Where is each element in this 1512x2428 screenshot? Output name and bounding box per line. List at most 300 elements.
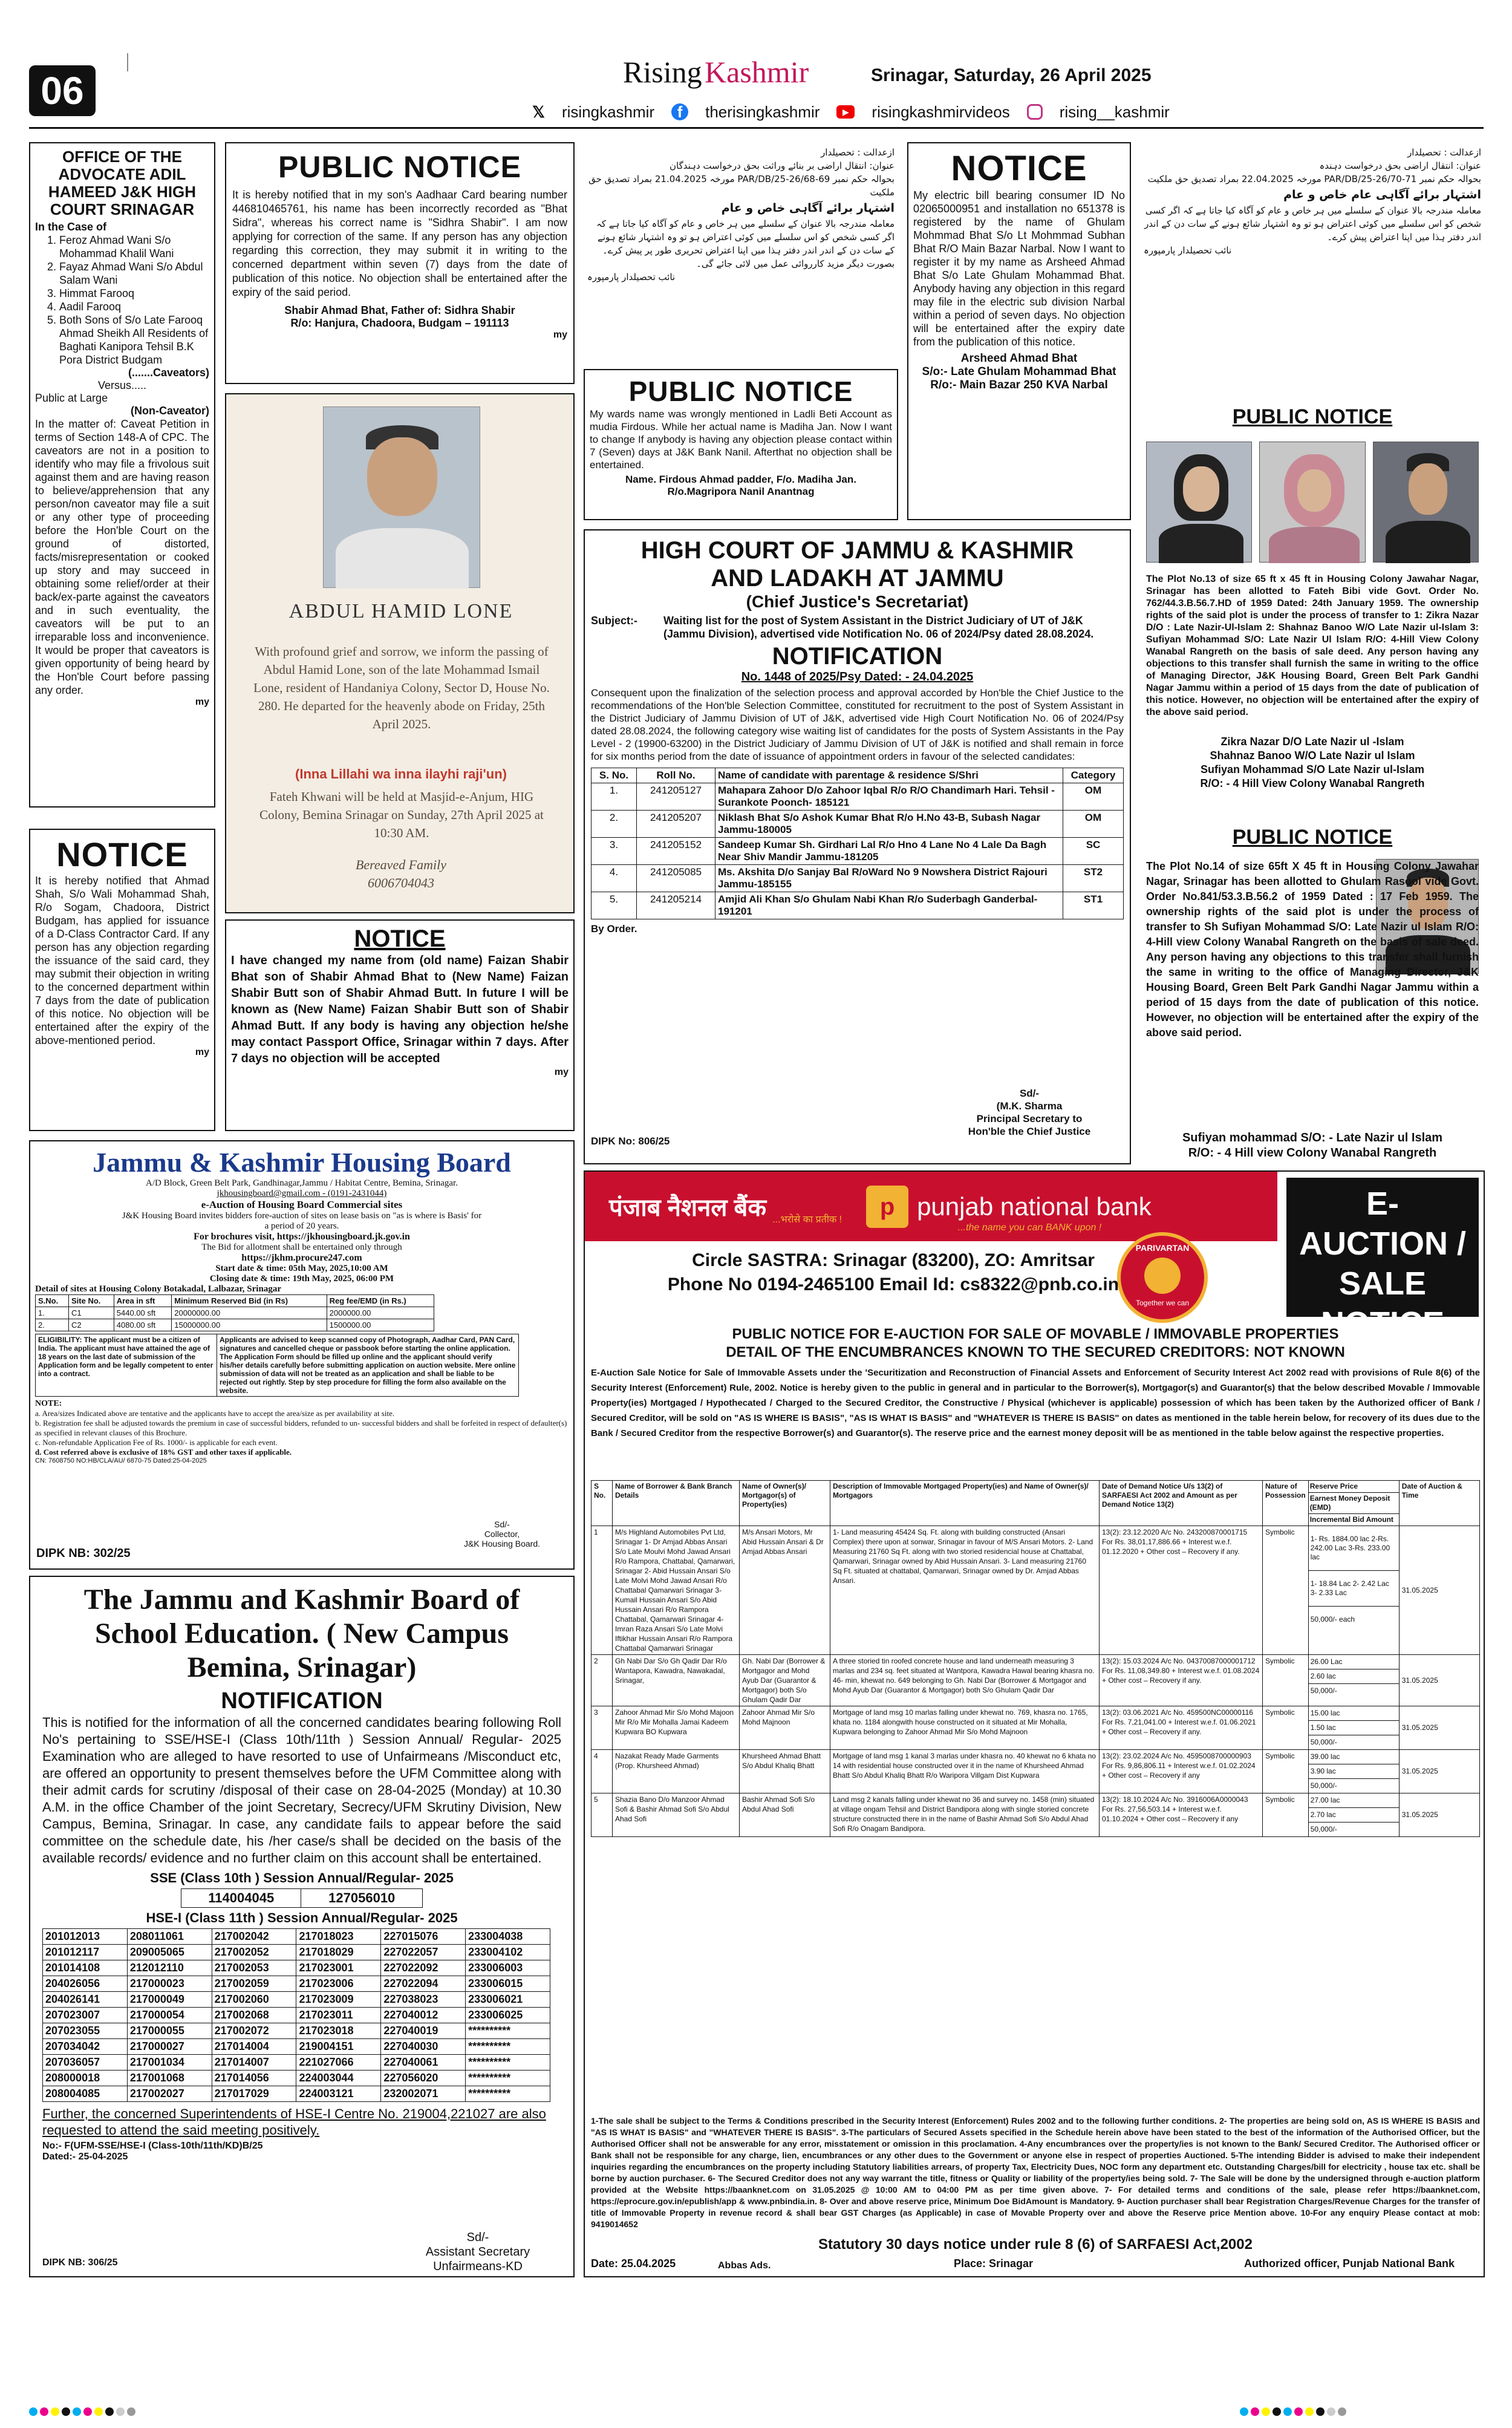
pnb-table-body — [591, 1526, 1480, 1837]
hc-body: Consequent upon the finalization of the selection process and approval accorded by Hon'ble the Chief Justice to the recommendations of the Hon'ble Selection Committee, constituted for recruitment to the post of System Assistant in the District Judiciary of Jammu Division of UT of J&K, advertised vide High Court Notification No. 06 of 2024/Psy dated 28.08.2024, the following category wise waiting list of candidates for the posts of System Assistants in the Pay Level - 2 (19900-63200) in the District Judiciary of Jammu Division of UT of J&K is notified and shall remain in force for six months period from the date of issuance of appointment orders in favour of the selected candidates: — [591, 687, 1124, 762]
facebook-icon: f — [671, 103, 688, 120]
cell-borrower: Zahoor Ahmad Mir S/o Mohd Majoon Mir R/o Mir Mohalla Jamai Kadeem Kupwara BO Kupwara — [613, 1706, 740, 1750]
pn-sign-addr: R/O: - 4 Hill view Colony Wanabal Rangreth — [1188, 1146, 1437, 1160]
page-number: 06 — [29, 65, 96, 116]
table-row — [43, 1976, 550, 1992]
pn-tag: my — [553, 330, 567, 340]
hb-contact: jkhousingboard@gmail.com - (0191-2431044) — [217, 1189, 387, 1198]
cell: 3. — [591, 838, 637, 865]
hb-dipk: DIPK NB: 302/25 — [36, 1547, 131, 1560]
hb-docs: Applicants are advised to keep scanned copy of Photograph, Aadhar Card, PAN Card, signatures and cancelled cheque or passbook before starting the online application. The Application Form should be filled up online and the applicant should verify his/her details carefully before submitting application on auction website. Mere online submission of data will not be treated as an application and shall be liable to be rejected out rightly. Step by step procedure for filling the form also available on the website. — [217, 1334, 519, 1397]
dateline: Srinagar, Saturday, 26 April 2025 — [871, 65, 1152, 85]
parivartan-text: PARIVARTAN — [1135, 1243, 1190, 1253]
hb-brochure: For brochures visit, https://jkhousingboard.jk.gov.in — [194, 1232, 410, 1242]
cell: 217002072 — [212, 2023, 296, 2039]
cell: Niklash Bhat S/o Ashok Kumar Bhat R/o H.No 43-B, Subash Nagar Jammu-180005 — [715, 811, 1063, 838]
cell-reserve — [1308, 1526, 1399, 1655]
cell: 4080.00 sft — [114, 1319, 172, 1331]
public-at-large: Public at Large — [35, 392, 108, 404]
pnb-statutory: Statutory 30 days notice under rule 8 (6) of SARFAESI Act,2002 — [818, 2236, 1253, 2253]
cell-nature: Symbolic — [1263, 1655, 1309, 1706]
cell-owner: Bashir Ahmad Sofi S/o Abdul Ahad Sofi — [740, 1793, 830, 1837]
party-item: 1. Feroz Ahmad Wani S/o Mohammad Khalil Wani — [59, 233, 209, 260]
photo-face — [1183, 466, 1219, 512]
pnb-properties-table — [591, 1480, 1480, 1837]
masthead-kashmir: Kashmir — [705, 55, 809, 89]
hc-subtitle: (Chief Justice's Secretariat) — [746, 592, 969, 611]
obituary-prayer: (Inna Lillahi wa inna ilayhi raji'un) — [295, 766, 507, 782]
hc-notification-label: NOTIFICATION — [772, 643, 943, 670]
eauction-line2: SALE NOTICE — [1320, 1265, 1444, 1342]
cell: 15000000.00 — [172, 1319, 327, 1331]
urdu-line: بحوالہ حکم نمبر PAR/DB/25-26/70-71 مورخہ 22.04.2025 بمراد تصدیق حق ملکیت — [1147, 174, 1481, 184]
cell: 207023007 — [43, 2008, 128, 2023]
table-row — [591, 892, 1124, 919]
photo-face — [1297, 469, 1331, 512]
table-row — [43, 2086, 550, 2102]
bose-further: Further, the concerned Superintendents of HSE-I Centre No. 219004,221027 are also requested to attend the said meeting positively. — [42, 2106, 546, 2138]
table-row — [43, 1960, 550, 1976]
hc-signature — [936, 1087, 1123, 1138]
bose-sse-heading: SSE (Class 10th ) Session Annual/Regular- 2025 — [150, 1870, 454, 1885]
cell-emd: 2.70 lac — [1309, 1808, 1399, 1823]
hb-bid: The Bid for allotment shall be entertained only through — [201, 1242, 402, 1252]
hc-title: HIGH COURT OF JAMMU & KASHMIR AND LADAKH AT JAMMU — [640, 537, 1074, 592]
hb-note: a. Area/sizes Indicated above are tentative and the applicants have to accept the area/size as per availability at site. — [35, 1409, 395, 1418]
bose-body: This is notified for the information of all the concerned candidates bearing following Roll No's pertaining to SSE/HSE-I (Class 10th/11th ) Session Annual/ Regular- 2025 Examination who are alleged to have resorted to use of Unfairmeans /Misconduct etc, are offered an opportunity to present themselves before the UFM Committee along with their admit cards for scrutiny /disposal of their case on 28-04-2025 (Monday) at 10.30 A.M. in the office Chamber of the joint Secretary, Secrecy/UFM Skrutiny Division, New Campus, Bemina, Srinagar. In case, any candidate fails to appear before the said committee on the schedule date, his /her case/s shall be decided on the basis of the available records/ evidence and no further claim on this account shall be entertained. — [42, 1715, 561, 1865]
cell: OM — [1063, 811, 1124, 838]
photo-body — [1159, 524, 1243, 563]
pnb-table-header — [591, 1481, 1480, 1526]
cell: 217000055 — [127, 2023, 212, 2039]
hb-signature — [442, 1519, 562, 1549]
cell: 5. — [591, 892, 637, 919]
cell: 2. — [36, 1319, 69, 1331]
pnb-circle: Circle SASTRA: Srinagar (83200), ZO: Amritsar — [692, 1250, 1095, 1270]
obituary-photo — [323, 406, 480, 588]
caveators-label: (.......Caveators) — [128, 367, 209, 379]
hb-th: S.No. — [36, 1295, 69, 1307]
notice-electric-bill — [907, 142, 1131, 520]
pn-sign: Shahnaz Banoo W/O Late Nazir ul Islam — [1210, 749, 1415, 762]
cell: 217017029 — [212, 2086, 296, 2102]
cell: 4. — [591, 865, 637, 892]
cell: 233006021 — [466, 1992, 550, 2008]
pnb-place: Place: Srinagar — [954, 2257, 1034, 2270]
obituary-fateh: Fateh Khwani will be held at Masjid-e-Anjum, HIG Colony, Bemina Srinagar on Sunday, 27th April 2025 at 10:30 AM. — [259, 789, 544, 840]
table-row — [43, 1945, 550, 1960]
pn-sign: Name. Firdous Ahmad padder, F/o. Madiha Jan. — [625, 474, 856, 485]
pn-sign: R/O: - 4 Hill View Colony Wanabal Rangreth — [1200, 777, 1425, 789]
x-icon: 𝕏 — [532, 102, 545, 121]
obituary-phone: 6006704043 — [368, 875, 434, 890]
cell: 217001068 — [127, 2071, 212, 2086]
cell-owner: M/s Ansari Motors, Mr Abid Hussain Ansari & Dr Amjad Abbas Ansari — [740, 1526, 830, 1655]
notice-sign: S/o:- Late Ghulam Mohammad Bhat — [922, 365, 1116, 378]
public-notice-ladli-beti — [584, 369, 898, 520]
hc-th: Name of candidate with parentage & residence S/Shri — [715, 768, 1063, 783]
bose-sign2: Unfairmeans-KD — [433, 2260, 523, 2273]
high-court-notification — [584, 529, 1131, 1164]
hb-addr: A/D Block, Green Belt Park, Gandhinagar,Jammu / Habitat Centre, Bemina, Srinagar. — [146, 1178, 458, 1188]
social-bar — [532, 100, 1318, 124]
urdu-heading: اشتہار برائے آگاہی عام خاص و عام — [1283, 188, 1481, 201]
cell: 1500000.00 — [327, 1319, 434, 1331]
social-instagram: rising__kashmir — [1059, 102, 1170, 121]
cell-nature: Symbolic — [1263, 1750, 1309, 1793]
table-row — [43, 2023, 550, 2039]
hb-note: c. Non-refundable Application Fee of Rs. 1000/- is applicable for each event. — [35, 1438, 278, 1447]
cell: 217014007 — [212, 2055, 296, 2071]
hb-start: Start date & time: 05th May, 2025,10:00 AM — [215, 1264, 388, 1273]
cell-bid: 50,000/- — [1310, 1825, 1337, 1833]
cell: 208011061 — [127, 1929, 212, 1945]
pn-body: It is hereby notified that in my son's Aadhaar Card bearing number 446810465761, his name has been incorrectly recorded as "Bhat Sidra", whereas his correct name is "Sidhra Shabir". I am now applying for correction of the same. If any person has any objection regarding this correction, they may submit it in writing to the concerned department within seven (7) days from the date of publication of this notice. No objection shall be entertained after the expiry of the said period. — [232, 189, 567, 298]
bose-title: The Jammu and Kashmir Board of School Education. ( New Campus Bemina, Srinagar) — [83, 1584, 520, 1683]
hc-dipk: DIPK No: 806/25 — [591, 1135, 670, 1147]
photo-person-1 — [1146, 442, 1252, 563]
cell: 204026056 — [43, 1976, 128, 1992]
pn-sign: Shabir Ahmad Bhat, Father of: Sidhra Shabir — [284, 304, 515, 316]
bose-hse-heading: HSE-I (Class 11th ) Session Annual/Regular- 2025 — [146, 1910, 458, 1925]
cell-bid: 50,000/- — [1310, 1738, 1337, 1746]
bose-sse-table — [181, 1888, 423, 1908]
bose-notification — [29, 1576, 575, 2277]
bose-dated: Dated:- 25-04-2025 — [42, 2152, 128, 2162]
cell-date: 31.05.2025 — [1399, 1706, 1479, 1750]
notice-sign: Arsheed Ahmad Bhat — [960, 352, 1078, 365]
cell: ********** — [466, 2039, 550, 2055]
cell-sno: 1 — [591, 1526, 613, 1655]
urdu-line: معاملہ مندرجہ بالا عنوان کے سلسلے میں ہر خاص و عام کو آگاہ کیا جاتا ہے کہ اگر کسی شخص کو اس سلسلے میں کوئی اعتراض ہو تو وہ اشتہار شائع ہونے کے سات دن کے اندر اندر دفتر ہذا میں اپنا اعتراض تحریری طور پر پیش کرے۔ — [596, 218, 894, 256]
urdu-line: ازعدالت : تحصیلدار — [821, 147, 894, 158]
photo-shirt — [336, 528, 469, 589]
cell: 217002060 — [212, 1992, 296, 2008]
masthead-logo — [623, 54, 859, 97]
hb-th: Reg fee/EMD (in Rs.) — [327, 1295, 434, 1307]
cell-emd: 3.90 lac — [1309, 1764, 1399, 1779]
cell: 217018023 — [296, 1929, 381, 1945]
cell: 208000018 — [43, 2071, 128, 2086]
pnb-hindi: पंजाब नैशनल बैंक — [609, 1195, 767, 1221]
cell: 207036057 — [43, 2055, 128, 2071]
urdu-notice-2 — [1140, 142, 1485, 372]
pnb-heading1: PUBLIC NOTICE FOR E-AUCTION FOR SALE OF MOVABLE / IMMOVABLE PROPERTIES — [732, 1326, 1339, 1342]
cell-emd: 1.50 lac — [1309, 1721, 1399, 1735]
cell: 232002071 — [381, 2086, 466, 2102]
together-text: Together we can — [1135, 1299, 1190, 1307]
cell: 227038023 — [381, 1992, 466, 2008]
cell: 233004102 — [466, 1945, 550, 1960]
cell: 217000027 — [127, 2039, 212, 2055]
public-notice-aadhaar — [225, 142, 575, 384]
table-row — [36, 1334, 519, 1397]
cell: 217002027 — [127, 2086, 212, 2102]
cell-owner: Zahoor Ahmad Mir S/o Mohd Majnoon — [740, 1706, 830, 1750]
hb-table-header — [36, 1295, 434, 1307]
pnb-date: Date: 25.04.2025 — [591, 2257, 676, 2270]
cell: Sandeep Kumar Sh. Girdhari Lal R/o Hno 4 Lane No 4 Lale Da Bagh Near Shiv Mandir Jammu-181205 — [715, 838, 1063, 865]
pnb-auth: Authorized officer, Punjab National Bank — [1244, 2257, 1455, 2270]
social-youtube: risingkashmirvideos — [872, 102, 1010, 121]
hb-title: Jammu & Kashmir Housing Board — [93, 1147, 511, 1178]
cell: 217023006 — [296, 1976, 381, 1992]
advocate-title: OFFICE OF THE ADVOCATE ADIL HAMEED J&K HIGH COURT SRINAGAR — [48, 148, 197, 218]
pnb-hindi-tag: ...भरोसे का प्रतीक ! — [772, 1214, 842, 1225]
party-item: 4. Aadil Farooq — [59, 300, 209, 313]
pnb-th: Description of Immovable Mortgaged Property(ies) and Name of Owner(s)/ Mortgagors — [830, 1481, 1100, 1526]
obituary-abdul-hamid-lone — [225, 393, 575, 913]
cell: 233006015 — [466, 1976, 550, 1992]
photo-face — [367, 437, 437, 516]
hb-sites-table — [35, 1294, 434, 1331]
non-caveator-label: (Non-Caveator) — [130, 405, 209, 417]
advocate-tag: my — [195, 697, 209, 707]
hb-note: b. Registration fee shall be adjusted towards the premium in case of successful bidders, refunded to un- successful bidders and shall be forfeited in respect of defaulter(s) as specified in relevant clauses of this Brochure. — [35, 1418, 567, 1437]
hb-th: Area in sft — [114, 1295, 172, 1307]
urdu-line: معاملہ مندرجہ بالا عنوان کے سلسلے میں ہر خاص و عام کو آگاہ کیا جاتا ہے کہ اگر کسی شخص کو اس سلسلے میں کوئی اعتراض ہو تو وہ اشتہار شائع ہونے کے سات دن کے اندر اندر دفتر ہذا میں اپنا اعتراض پیش کرے۔ — [1144, 205, 1481, 243]
cell: 209005065 — [127, 1945, 212, 1960]
urdu-line: بحوالہ حکم نمبر PAR/DB/25-26/68-69 مورخہ 21.04.2025 بمراد تصدیق حق ملکیت — [588, 174, 894, 198]
cell: 227056020 — [381, 2071, 466, 2086]
cell: ********** — [466, 2023, 550, 2039]
table-row — [36, 1319, 434, 1331]
housing-board-auction — [29, 1140, 575, 1570]
hb-invite: J&K Housing Board invites bidders fore-auction of sites on lease basis on "as is where is Basis' for a period of 20 years. — [122, 1211, 482, 1231]
table-row — [591, 1706, 1480, 1750]
cell: 5440.00 sft — [114, 1307, 172, 1319]
hb-collector: Collector, — [484, 1529, 520, 1539]
hb-note: d. Cost referred above is exclusive of 18% GST and other taxes if applicable. — [35, 1447, 292, 1457]
table-row — [43, 2055, 550, 2071]
cell: SC — [1063, 838, 1124, 865]
table-row — [43, 1992, 550, 2008]
cell: 217000054 — [127, 2008, 212, 2023]
cell: 227040030 — [381, 2039, 466, 2055]
color-registration-left — [29, 2407, 283, 2420]
hb-eligibility: ELIGIBILITY: The applicant must be a citizen of India. The applicant must have attained the age of 18 years on the last date of submission of the Application form and be legally competent to enter into a contract. — [36, 1334, 217, 1397]
cell-reserve — [1308, 1750, 1399, 1793]
cell: ********** — [466, 2055, 550, 2071]
table-row — [591, 1526, 1480, 1655]
notice-body: My electric bill bearing consumer ID No 02065000951 and installation no 651378 is registered by the name of Ghulam Mohmmad Bhat S/o Lt Mohmmad Subhan Bhat R/O Main Bazar Narbal. Now I want to register it by my name as Arsheed Ahmad Bhat S/o Late Ghulam Mohammad Bhat. Anybody having any objection in this regard may file in the electric sub division Narbal within a period of seven days. No objection will be entertained after the expiry date from the publication of this notice. — [913, 189, 1125, 348]
cell: 224003044 — [296, 2071, 381, 2086]
public-notice-plot-13 — [1140, 405, 1485, 804]
urdu-heading: اشتہار برائے آگاہی خاص و عام — [721, 201, 894, 215]
advocate-body: In the matter of: Caveat Petition in terms of Section 148-A of CPC. The caveators are not in a position to identify who may file a frivolous suit against them and are having reason to believe/apprehension that any person/non caveator may file a suit or any other type of proceeding before the Hon'ble Court on the ground of distorted, facts/misrepresentation or cooked up story and may succeed in obtaining some relief/order at their back/ex-parte against the caveators and in such eventuality, the caveators will be put to an irreparable loss and inconvenience. It would be proper that caveators is given opportunity of being heard by the Hon'ble Court before passing any order. — [35, 418, 209, 696]
hb-sd: Sd/- — [494, 1519, 510, 1529]
cell-nature: Symbolic — [1263, 1526, 1309, 1655]
cell: 241205207 — [637, 811, 715, 838]
cell-demand: 13(2): 03.06.2021 A/c No. 459500NC00000116 For Rs. 7,21,041.00 + Interest w.e.f. 01.06.2021 + Other cost – Recovery if any. — [1100, 1706, 1263, 1750]
pn-title: PUBLIC NOTICE — [628, 376, 853, 407]
cell-date: 31.05.2025 — [1399, 1526, 1479, 1655]
cell-reserve: 15.00 lac — [1309, 1706, 1399, 1721]
cell: 217002068 — [212, 2008, 296, 2023]
pnb-brand: punjab national bank — [917, 1192, 1152, 1221]
table-row — [43, 2039, 550, 2055]
photo-body — [1269, 527, 1360, 563]
party-item: 5. Both Sons of S/o Late Farooq Ahmad Sheikh All Residents of Baghati Kanipora Tehsil B.K Pora District Budgam — [59, 313, 209, 367]
advocate-parties — [35, 233, 209, 367]
pn-signs — [1146, 735, 1479, 791]
bose-hse-table — [42, 1928, 550, 2102]
cell-sno: 3 — [591, 1706, 613, 1750]
cell: 227022057 — [381, 1945, 466, 1960]
hb-close: Closing date & time: 19th May, 2025, 06:00 PM — [209, 1274, 394, 1284]
cell-sno: 2 — [591, 1655, 613, 1706]
pnb-tag: ...the name you can BANK upon ! — [957, 1222, 1102, 1233]
pnb-th-bid: Incremental Bid Amount — [1309, 1515, 1393, 1524]
cell: 217023001 — [296, 1960, 381, 1976]
pnb-th: Date of Demand Notice U/s 13(2) of SARFAESI Act 2002 and Amount as per Demand Notice 13(2) — [1100, 1481, 1263, 1526]
bose-dipk: DIPK NB: 306/25 — [42, 2257, 118, 2268]
photo-body — [1386, 521, 1470, 563]
pn-title: PUBLIC NOTICE — [1232, 405, 1393, 428]
crop-mark — [127, 53, 128, 71]
cell: 204026141 — [43, 1992, 128, 2008]
cell: 217001034 — [127, 2055, 212, 2071]
pnb-th-emd: Earnest Money Deposit (EMD) — [1309, 1493, 1399, 1514]
cell: 217014004 — [212, 2039, 296, 2055]
cell: 1. — [591, 783, 637, 811]
cell: 208004085 — [43, 2086, 128, 2102]
notice-contractor-card — [29, 829, 215, 1131]
bose-notification-label: NOTIFICATION — [221, 1688, 383, 1714]
pnb-abbas: Abbas Ads. — [718, 2260, 771, 2271]
table-row — [591, 1655, 1480, 1706]
cell-reserve: 26.00 Lac — [1309, 1655, 1399, 1669]
cell-desc: Land msg 2 kanals falling under khewat no 36 and survey no. 1458 (min) situated at village ongam Tehsil and District Bandipora along with single storied concrete structure constructed there in in the name of Bashir Ahmad Sofi S/o Abdul Ahad Sofi R/o Onagam Bandipora. — [830, 1793, 1100, 1837]
pnb-th: Name of Borrower & Bank Branch Details — [613, 1481, 740, 1526]
table-row — [43, 2008, 550, 2023]
urdu-sign: نائب تحصیلدار پارمپورہ — [587, 272, 676, 282]
masthead-rising: Rising — [623, 55, 702, 89]
versus-label: Versus..... — [97, 379, 147, 391]
urdu-line: ازعدالت : تحصیلدار — [1407, 147, 1481, 158]
notice-title: NOTICE — [56, 835, 188, 873]
table-row — [43, 1929, 550, 1945]
cell: 2000000.00 — [327, 1307, 434, 1319]
cell: 217023011 — [296, 2008, 381, 2023]
cell: 227040061 — [381, 2055, 466, 2071]
cell-bid: 50,000/- — [1310, 1781, 1337, 1790]
pnb-banner — [585, 1172, 1277, 1241]
cell: 207023055 — [43, 2023, 128, 2039]
notice-tag: my — [554, 1067, 569, 1077]
hc-subject-text: Waiting list for the post of System Assistant in the District Judiciary of UT of J&K (Jammu Division), advertised vide Notification No. 06 of 2024/Psy dated 28.08.2024. — [663, 615, 1094, 640]
cell: Ms. Akshita D/o Sanjay Bal R/oWard No 9 Nowshera District Rajouri Jammu-185155 — [715, 865, 1063, 892]
pnb-eauction — [584, 1170, 1485, 2277]
cell-owner: Khursheed Ahmad Bhatt S/o Abdul Khaliq Bhatt — [740, 1750, 830, 1793]
cell-borrower: Gh Nabi Dar S/o Gh Qadir Dar R/o Wantapora, Kawadra, Nawakadal, Srinagar, — [613, 1655, 740, 1706]
bose-signature — [393, 2230, 562, 2274]
cell: 217002053 — [212, 1960, 296, 1976]
hc-th: Category — [1063, 768, 1124, 783]
pn-sign: Zikra Nazar D/O Late Nazir ul -Islam — [1220, 736, 1404, 748]
hc-no: No. 1448 of 2025/Psy Dated: - 24.04.2025 — [741, 670, 974, 684]
cell: ********** — [466, 2071, 550, 2086]
eauction-line1: E-AUCTION / — [1299, 1186, 1466, 1262]
cell-desc: Mortgage of land msg 10 marlas falling under khewat no. 769, khasra no. 1765, khata no. 1184 alongwith house constructed on it situated at Mir Mohalla, Kupwara belonging to Zahoor Ahmad Mir S/o Mohd Majnoon — [830, 1706, 1100, 1750]
color-registration-right — [1240, 2407, 1494, 2420]
hb-th: Minimum Reserved Bid (in Rs) — [172, 1295, 327, 1307]
hb-hb: J&K Housing Board. — [463, 1539, 541, 1549]
notice-sign: R/o:- Main Bazar 250 KVA Narbal — [930, 379, 1108, 391]
table-row — [36, 1307, 434, 1319]
notice-tag: my — [195, 1047, 209, 1057]
cell: 207034042 — [43, 2039, 128, 2055]
cell-reserve — [1308, 1793, 1399, 1837]
cell: 241205085 — [637, 865, 715, 892]
photo-person-3 — [1373, 442, 1479, 563]
eauction-badge — [1286, 1178, 1479, 1342]
photo-row — [1146, 442, 1479, 563]
cell: 114004045 — [181, 1889, 301, 1908]
hc-table-header — [591, 768, 1124, 783]
bose-sign1: Assistant Secretary — [425, 2245, 530, 2259]
cell: 20000000.00 — [172, 1307, 327, 1319]
advocate-notice — [29, 142, 215, 808]
cell-demand: 13(2): 23.02.2024 A/c No. 4595008700000903 For Rs. 9,86,806.11 + Interest w.e.f. 01.02.2024 + Other cost – Recovery if any — [1100, 1750, 1263, 1793]
cell: 241205152 — [637, 838, 715, 865]
cell: 227015076 — [381, 1929, 466, 1945]
cell-reserve — [1308, 1706, 1399, 1750]
party-item: 2. Fayaz Ahmad Wani S/o Abdul Salam Wani — [59, 260, 209, 287]
pnb-terms: 1-The sale shall be subject to the Terms & Conditions prescribed in the Security Interest (Enforcement) Rules 2002 and to the following further conditions. 2- The properties are being sold on, AS IS WHERE IS BASIS and "AS IS WHAT IS BASIS" and "WHATEVER THERE IS BASIS". 3-The particulars of Secured Assets specified in the Schedule herein above have been stated to the best of the information of the Authorised Officer, but the Authorised Officer shall not be answerable for any error, misstatement or omission in this proclamation. 4-Any encumbrances over the property/ies is not known to the Bank/ Secured Creditor. The Authorised officer or Bank shall not be responsible for any charge, lien, encumbrances or any other dues to the Government or anyone else in respect of properties Auctioned. 5-The intending Bidder is advised to make their independent inquiries regarding the encumbrances on the property including Statutory liabilities arrears, of property Tax, Electricity Dues, NOC form any department etc. Outstanding Charges/bill for electricity , house tax etc. shall be borne by auction purchaser. 6- The Secured Creditor does not any way warrant the title, fitness or Quality or liability of the property/ies being sold. 7- The Sale will be done by the undersigned through e-auction platform provided at the Website https://baanknet.com on 31.05.2025 @ 10:00 AM to 04:00 PM as per time given above. 7- For detailed terms and conditions of the sale, please refer https://baanknet.com, https://eprocure.gov.in/epublish/app & www.pnbindia.in. 8- Over and above reserve price, Minimum Doe BidAmount is Mandatory. 9- Auction purchaser shall bear Registration Charges/Revenue Charges for the transfer of title of Immovable Property in revenue record & shall bear GST Charges (as Applicable) in case of Movable Property over and above the Reserve price Mention above. 10-For any enquiry Please contact at mob: 9419014652 — [591, 2116, 1480, 2229]
urdu-line: عنوان: انتقال اراضی بر بنائے وراثت بحق درخواست دہندگان — [670, 160, 894, 171]
social-x: risingkashmir — [561, 102, 655, 121]
urdu-line: عنوان: انتقال اراضی بحق درخواست دہندہ — [1319, 160, 1481, 171]
pn-sign: Sufiyan Mohammad S/O Late Nazir ul-Islam — [1200, 763, 1425, 775]
cell: 2. — [591, 811, 637, 838]
cell: 233006003 — [466, 1960, 550, 1976]
cell-demand: 13(2): 23.12.2020 A/c No. 243200870001715 For Rs. 38,01,17,886.66 + Interest w.e.f. 01.12.2020 + Other cost – Recovery if any. — [1100, 1526, 1263, 1655]
photo-face — [1409, 463, 1447, 515]
cell: C2 — [69, 1319, 114, 1331]
hc-signer: (M.K. Sharma — [996, 1100, 1063, 1112]
notice-title: NOTICE — [951, 149, 1087, 188]
cell: 227040012 — [381, 2008, 466, 2023]
cell: Amjid Ali Khan S/o Ghulam Nabi Khan R/o Suderbagh Ganderbal-191201 — [715, 892, 1063, 919]
pn-body: The Plot No.14 of size 65ft X 45 ft in Housing Colony Jawahar Nagar, Srinagar has been allotted to Ghulam Rasool vide Govt. Order No.841/53.3.B.56.2 of 1959 Dated : 17 Feb 1959. The ownership rights of the said plot is under the process of transfer to Sh Sufiyan Mohammad S/O: Late Nazir ul Islam R/O: 4-Hill view Colony Wanabal Rangreth on the basis of sale deed. Any person having any objections to this transfer shall furnish the same in writing to the office of Managing Director, J&K Housing Board, Green Belt Park Gandhi Nagar Jammu within a period of 15 days from the date of publication of this notice. However, no objection will be entertained after the expiry of the above said period. — [1146, 860, 1479, 1039]
table-row — [591, 783, 1124, 811]
cell: 241205127 — [637, 783, 715, 811]
pn-sign-addr: R/o: Hanjura, Chadoora, Budgam – 191113 — [290, 317, 509, 329]
cell-owner: Gh. Nabi Dar (Borrower & Mortgagor and Mohd Ayub Dar (Guarantor & Mortgagor) both S/o Ghulam Qadir Dar — [740, 1655, 830, 1706]
cell: 217002042 — [212, 1929, 296, 1945]
cell: 224003121 — [296, 2086, 381, 2102]
hc-th: Roll No. — [637, 768, 715, 783]
advocate-in-case: In the Case of — [35, 221, 107, 233]
cell: 217014056 — [212, 2071, 296, 2086]
cell: 217000023 — [127, 1976, 212, 1992]
cell: 217000049 — [127, 1992, 212, 2008]
pnb-th-reserve: Reserve Price — [1309, 1481, 1399, 1493]
pn-body: My wards name was wrongly mentioned in Ladli Beti Account as mudia Firdous. While her actual name is Madiha Jan. Now I want to change If anybody is having any objection please contact within 7 (Seven) days at J&K Bank Nanil. Afterthat no objection shall be entertained. — [590, 408, 892, 471]
cell: ST2 — [1063, 865, 1124, 892]
cell: 217023018 — [296, 2023, 381, 2039]
cell: 241205214 — [637, 892, 715, 919]
notice-title: NOTICE — [354, 925, 446, 952]
obituary-body: With profound grief and sorrow, we inform the passing of Abdul Hamid Lone, son of the late Mohammad Ismail Lone, resident of Handaniya Colony, Sector D, House No. 280. He departed for the heavenly abode on Friday, 25th April 2025. — [253, 644, 550, 731]
notice-body: I have changed my name from (old name) Faizan Shabir Bhat son of Shabir Ahmad Bhat to (New Name) Faizan Shabir Butt son of Shabir Ahmad Butt. In future I will be known as (New Name) Faizan Shabir Butt son of Shabir Ahmad Butt. If any body is having any objection he/she may contact Passport Office, Srinagar within 7 days. After 7 days no objection will be accepted — [231, 954, 569, 1065]
pnb-logo-icon: p — [866, 1186, 908, 1228]
cell: 217002052 — [212, 1945, 296, 1960]
cell-emd: 1- 18.84 Lac 2- 2.42 Lac 3- 2.33 Lac — [1309, 1571, 1399, 1607]
hb-auction: e-Auction of Housing Board Commercial sites — [201, 1199, 403, 1210]
notice-body: It is hereby notified that Ahmad Shah, S/o Wali Mohammad Shah, R/o Sogam, Chadoora, District Budgam, has applied for issuance of a D-Class Contractor Card. If any person has any objection regarding the issuance of the said card, they may submit their objection in writing to the concerned department within 7 days from the date of publication of this notice. No objection will be entertained after the expiry of the above-mentioned period. — [35, 875, 209, 1046]
